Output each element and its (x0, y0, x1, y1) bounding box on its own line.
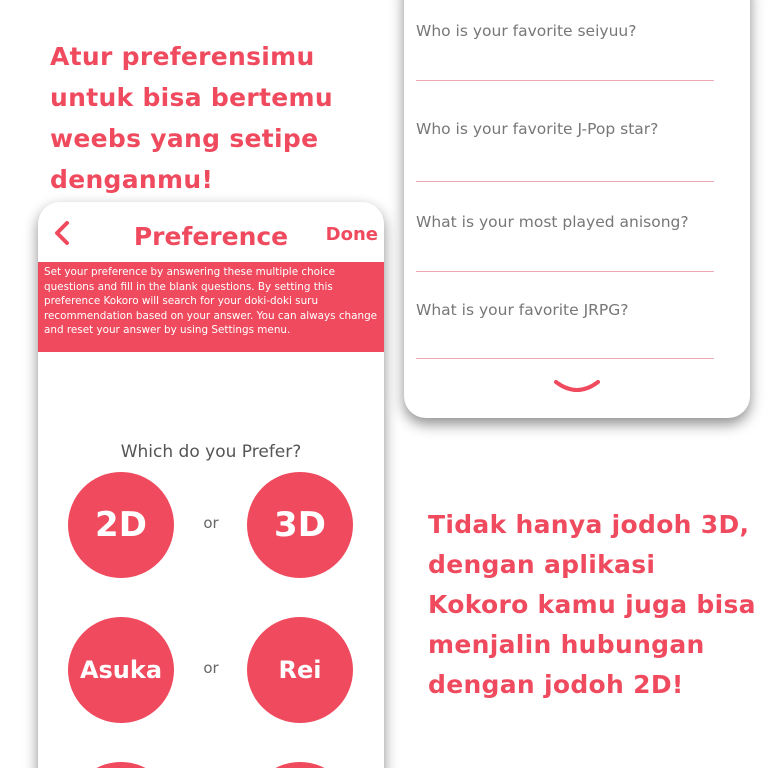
answer-line-seiyuu[interactable] (416, 80, 714, 81)
answer-line-jrpg[interactable] (416, 358, 714, 359)
choice-3d-button[interactable]: 3D (247, 472, 353, 578)
question-jpop: Who is your favorite J-Pop star? (416, 120, 659, 138)
preference-screen (38, 202, 384, 768)
promo-headline-bottom: Tidak hanya jodoh 3D, dengan aplikasi Kokoro kamu juga bisa menjalin hubungan dengan jodoh 2D! (428, 510, 756, 699)
choice-rei-button[interactable]: Rei (247, 617, 353, 723)
question-seiyuu: Who is your favorite seiyuu? (416, 22, 637, 40)
answer-line-anisong[interactable] (416, 271, 714, 272)
nav-bar (38, 202, 384, 262)
or-label: or (203, 514, 219, 532)
promo-headline-top: Atur preferensimu untuk bisa bertemu weebs yang setipe denganmu! (50, 42, 333, 194)
prefer-question: Which do you Prefer? (120, 442, 302, 462)
question-jrpg: What is your favorite JRPG? (416, 301, 629, 319)
questions-screen (404, 0, 750, 418)
chevron-down-icon[interactable] (554, 380, 600, 394)
page-title: Preference (133, 222, 289, 251)
answer-line-jpop[interactable] (416, 181, 714, 182)
choice-asuka-button[interactable]: Asuka (68, 617, 174, 723)
question-anisong: What is your most played anisong? (416, 213, 689, 231)
or-label: or (203, 659, 219, 677)
done-button[interactable]: Done (325, 224, 378, 245)
info-banner: Set your preference by answering these multiple choice questions and fill in the blank questions. By setting this preference Kokoro will search for your doki-doki suru recommendation based on your answer. You can always change and reset your answer by using Settings menu. (38, 262, 384, 352)
choice-next-right-button[interactable] (247, 762, 353, 768)
choice-next-left-button[interactable] (68, 762, 174, 768)
choice-2d-button[interactable]: 2D (68, 472, 174, 578)
